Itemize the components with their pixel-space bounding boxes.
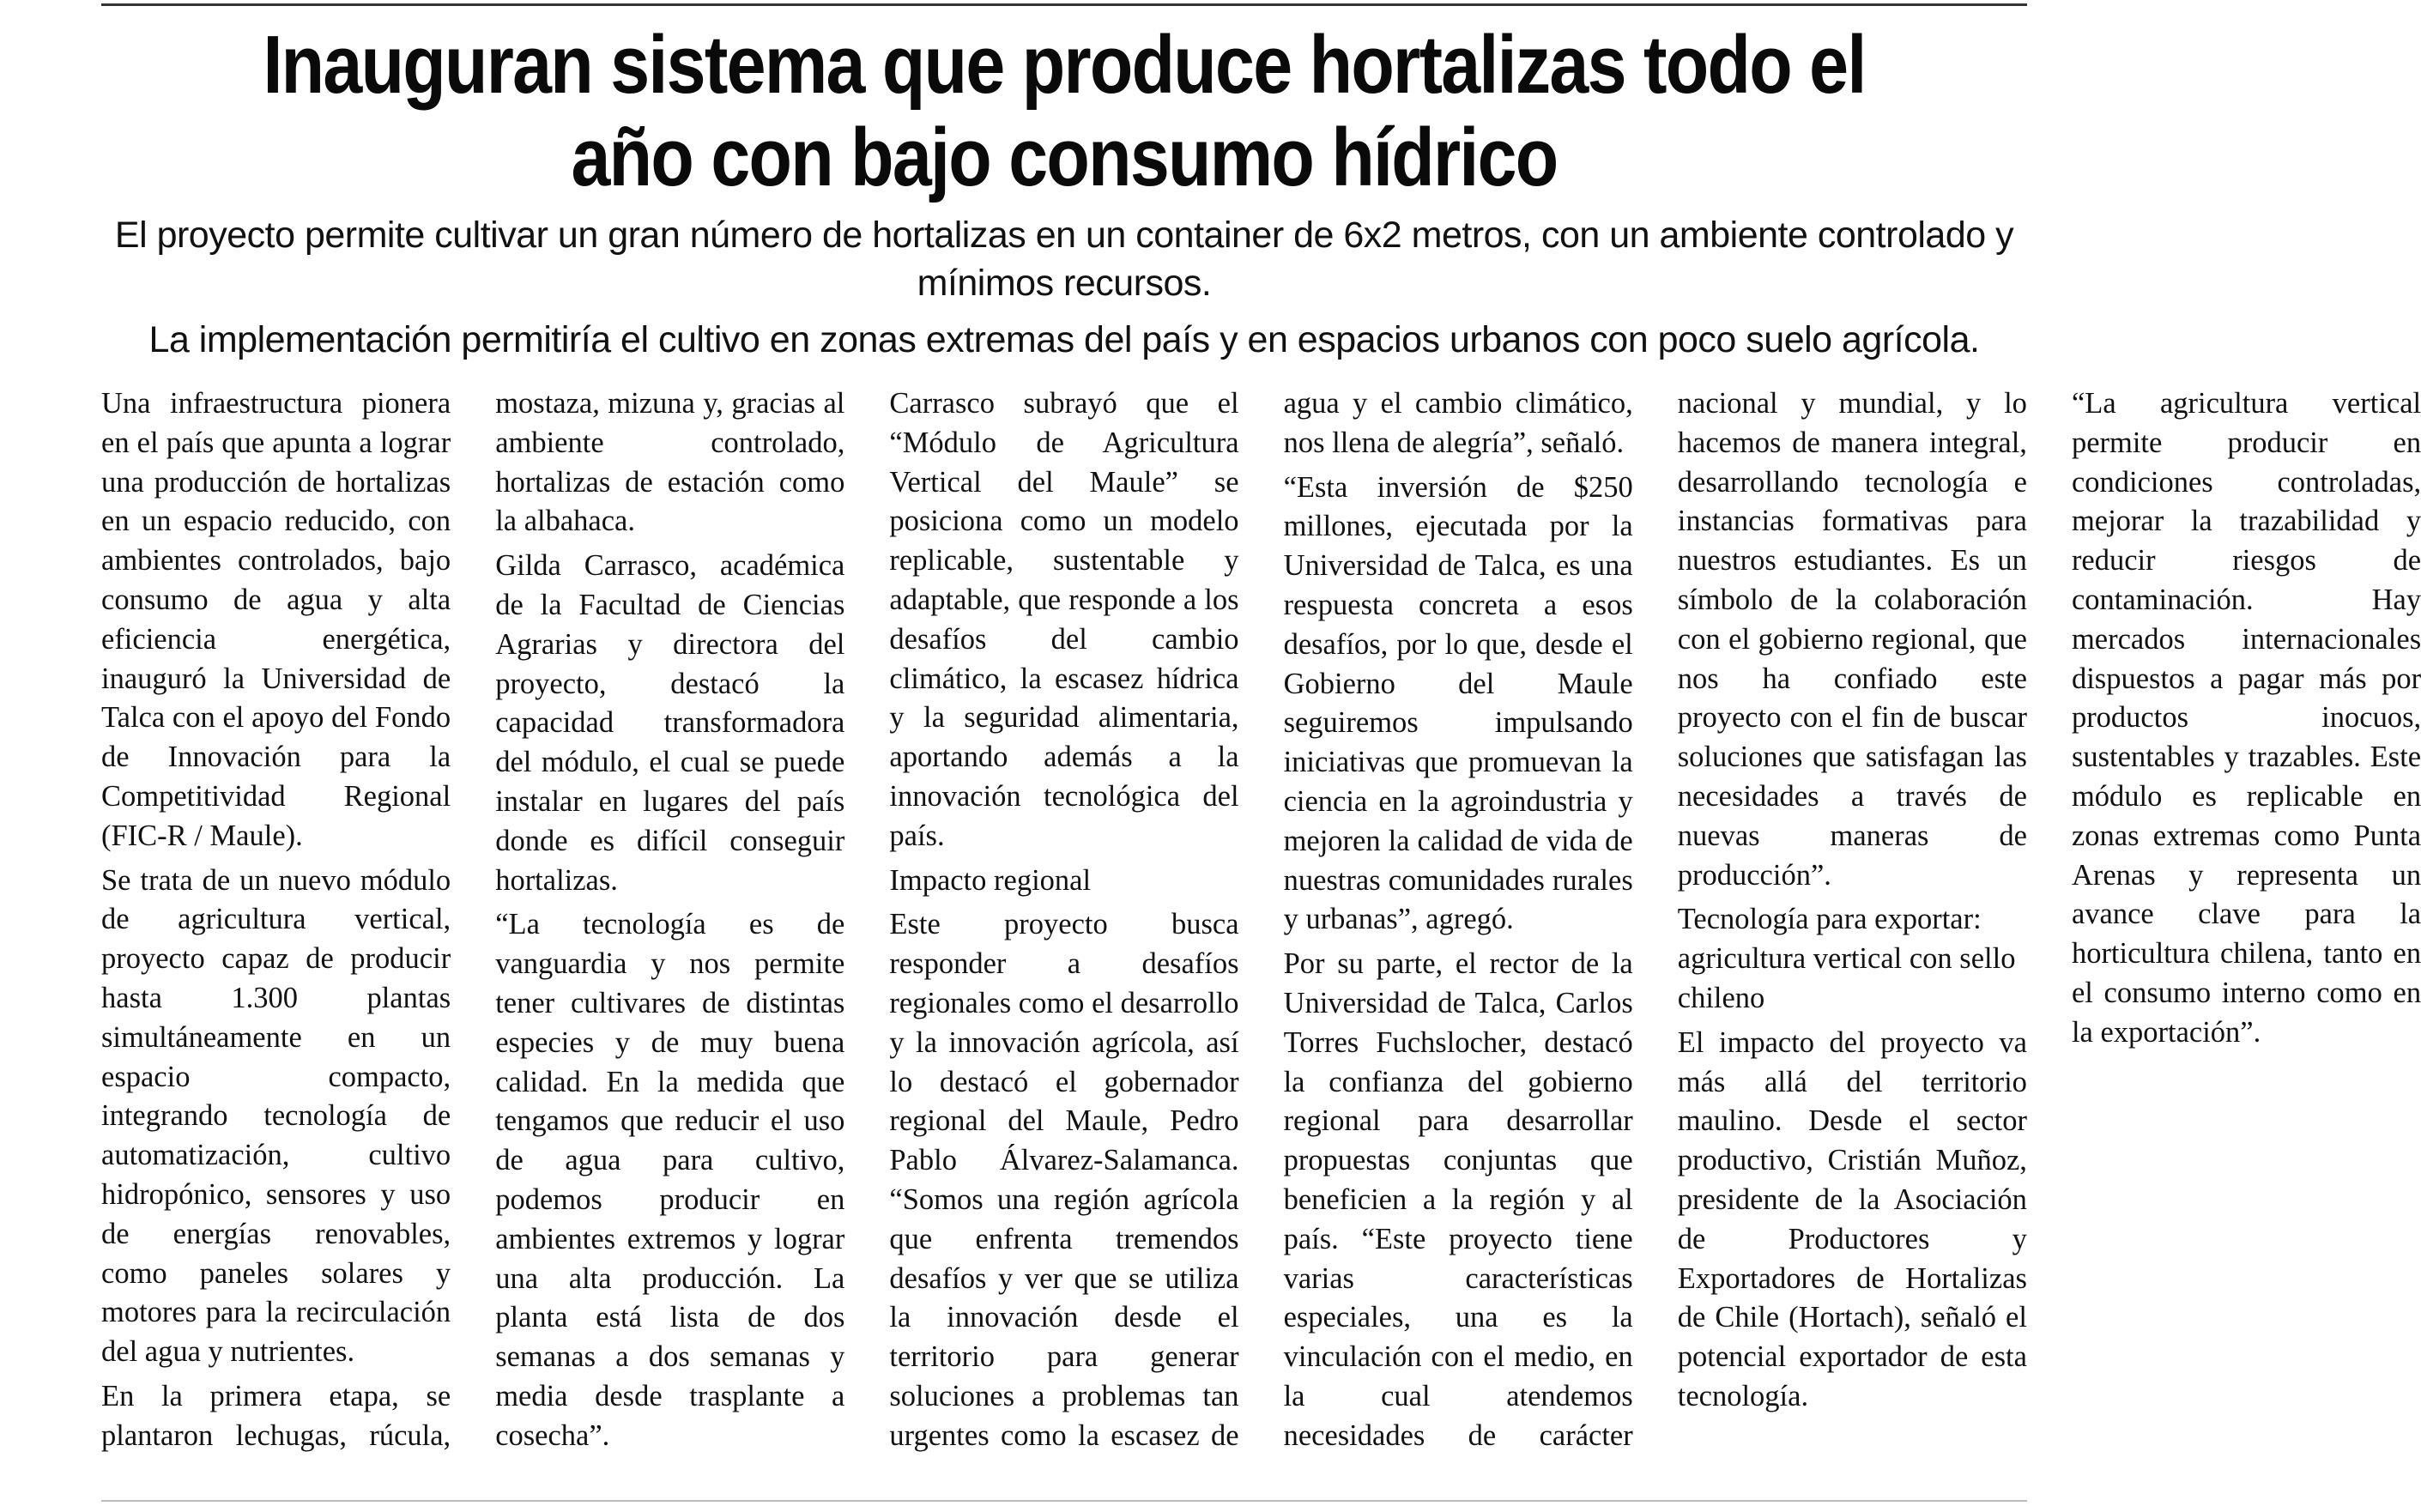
headline: Inauguran sistema que produce hortalizas todo el año con bajo consumo hídrico xyxy=(263,19,1866,203)
paragraph: El impacto del proyecto va más allá del territorio maulino. Desde el sector productivo, Cristián Muñoz, presidente de la Asociación de Productores y Exportadores de Hortalizas de Chile (Hortach), señaló el potencial exportador de esta tecnología. xyxy=(1677,1025,2027,1412)
paragraph: Se trata de un nuevo módulo de agricultura vertical, proyecto capaz de producir hasta 1.300 plantas simultáneamente en un espacio compacto, integrando tecnología de automatización, cultivo hidropónico, sensores y uso de energías renovables, como paneles solares y motores para la recirculación del agua y nutrientes. xyxy=(101,863,451,1369)
subheadline-2: La implementación permitiría el cultivo en zonas extremas del país y en espacios urbanos con poco suelo agrícola. xyxy=(148,319,1980,360)
paragraph: Por su parte, el rector de la Universidad de Talca, Carlos Torres Fuchslocher, destacó la confianza del gobierno regional para desarrollar propuestas conjuntas que beneficien a la región y al país. “Este proyecto tiene varias características especiales, una es la vinculación con el medio, en la cual atendemos necesidades de carácter nacional y mundial, y lo hacemos de manera integral, desarrollando tecnología e instancias formativas para nuestros estudiantes. Es un símbolo de la colaboración con el gobierno regional, que nos ha confiado este proyecto con el fin de buscar soluciones que satisfagan las necesidades a través de nuevas maneras de producción”. xyxy=(1283,387,2027,1452)
paragraph: Gilda Carrasco, académica de la Facultad de Ciencias Agrarias y directora del proyecto, destacó la capacidad transformadora del módulo, el cual se puede instalar en lugares del país donde es difícil conseguir hortalizas. xyxy=(495,549,845,897)
paragraph: Carrasco subrayó que el “Módulo de Agricultura Vertical del Maule” se posiciona como un modelo replicable, sustentable y adaptable, que responde a los desafíos del cambio climático, la escasez hídrica y la seguridad alimentaria, aportando además a la innovación tecnológica del país. xyxy=(889,387,1239,852)
paragraph: Una infraestructura pionera en el país que apunta a lograr una producción de hortalizas en un espacio reducido, con ambientes controlados, bajo consumo de agua y alta eficiencia energética, inauguró la Universidad de Talca con el apoyo del Fondo de Innovación para la Competitividad Regional (FIC-R / Maule). xyxy=(101,387,451,852)
subheadline-1: El proyecto permite cultivar un gran número de hortalizas en un container de 6x2 metros, con un ambiente controlado y mínimos recursos. xyxy=(114,215,2014,304)
paragraph: Este proyecto busca responder a desafíos regionales como el desarrollo y la innovación agrícola, así lo destacó el gobernador regional del Maule, Pedro Pablo Álvarez-Salamanca. “Somos una región agrícola que enfrenta tremendos desafíos y ver que se utiliza la innovación desde el territorio para generar soluciones a problemas tan urgentes como la escasez de agua y el cambio climático, nos llena de alegría”, señaló. xyxy=(889,387,1633,1452)
article-body xyxy=(101,384,2421,1491)
paragraph: “La agricultura vertical permite producir en condiciones controladas, mejorar la trazabilidad y reducir riesgos de contaminación. Hay mercados internacionales dispuestos a pagar más por productos inocuos, sustentables y trazables. Este módulo es replicable en zonas extremas como Punta Arenas y representa un avance clave para la horticultura chilena, tanto en el consumo interno como en la exportación”. xyxy=(2071,387,2421,1049)
section-heading-tecnologia: Tecnología para exportar: agricultura vertical con sello chileno xyxy=(1677,903,2016,1014)
section-heading-impacto: Impacto regional xyxy=(889,863,1092,897)
paragraph: En la primera etapa, se plantaron lechugas, rúcula, mostaza, mizuna y, gracias al ambiente controlado, hortalizas de estación como la albahaca. xyxy=(101,387,845,1452)
paragraph: “Esta inversión de $250 millones, ejecutada por la Universidad de Talca, es una respuesta concreta a esos desafíos, por lo que, desde el Gobierno del Maule seguiremos impulsando iniciativas que promuevan la ciencia en la agroindustria y mejoren la calidad de vida de nuestras comunidades rurales y urbanas”, agregó. xyxy=(1283,470,1633,936)
paragraph: “La tecnología es de vanguardia y nos permite tener cultivares de distintas especies y de muy buena calidad. En la medida que tengamos que reducir el uso de agua para cultivo, podemos producir en ambientes extremos y lograr una alta producción. La planta está lista de dos semanas a dos semanas y media desde trasplante a cosecha”. xyxy=(495,908,845,1452)
bottom-rule xyxy=(101,1500,2027,1502)
top-rule xyxy=(101,3,2027,6)
